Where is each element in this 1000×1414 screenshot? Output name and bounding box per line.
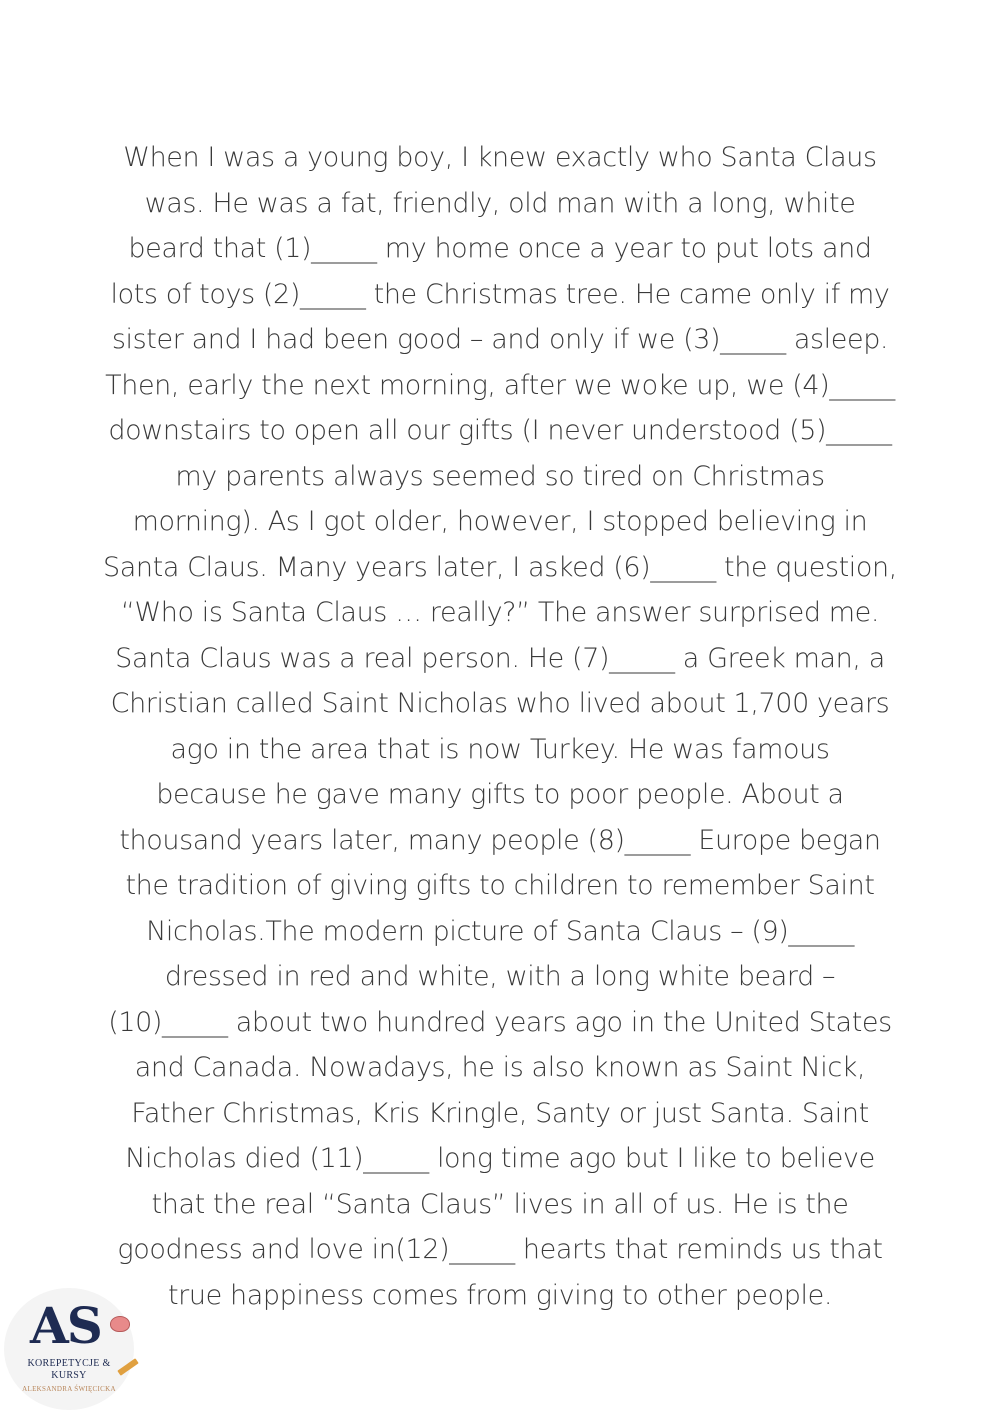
passage-line: When I was a young boy, I knew exactly who Santa Claus (123, 142, 877, 173)
passage-line: (10)_____ about two hundred years ago in the United States (108, 1006, 892, 1038)
passage-line: goodness and love in(12)_____ hearts that reminds us that (117, 1234, 883, 1265)
passage-line: morning). As I got older, however, I stopped believing in (132, 506, 868, 537)
passage-line: Father Christmas, Kris Kringle, Santy or just Santa. Saint (131, 1097, 869, 1129)
passage-line: the tradition of giving gifts to children to remember Saint (125, 870, 875, 901)
passage-line: Nicholas died (11)_____ long time ago but I like to believe (125, 1143, 875, 1174)
passage-line: downstairs to open all our gifts (I never understood (5)_____ (108, 415, 892, 446)
logo-initials: AS (30, 1296, 101, 1355)
logo-tagline: KOREPETYCJE & (27, 1358, 111, 1369)
passage-line: that the real “Santa Claus” lives in all of us. He is the (151, 1188, 849, 1220)
passage-line: Santa Claus was a real person. He (7)_____ a Greek man, a (115, 642, 885, 674)
passage-line: lots of toys (2)_____ the Christmas tree. He came only if my (110, 278, 890, 310)
passage-line: my parents always seemed so tired on Christmas (175, 460, 825, 492)
passage-line: Nicholas.The modern picture of Santa Claus – (9)_____ (146, 915, 854, 947)
passage-line: dressed in red and white, with a long white beard – (164, 961, 836, 992)
passage-line: true happiness comes from giving to other people. (168, 1279, 832, 1311)
brand-logo (4, 1288, 134, 1410)
passage-line: because he gave many gifts to poor people. About a (156, 779, 844, 810)
passage-text (60, 135, 940, 1318)
passage-line: Then, early the next morning, after we woke up, we (4)_____ (105, 369, 895, 401)
passage-line: thousand years later, many people (8)_____ Europe began (119, 824, 881, 856)
passage-line: beard that (1)_____ my home once a year to put lots and (128, 233, 872, 264)
passage-line: and Canada. Nowadays, he is also known as Saint Nick, (134, 1052, 866, 1083)
passage-line: was. He was a fat, friendly, old man with a long, white (144, 187, 856, 219)
passage-line: ago in the area that is now Turkey. He was famous (170, 733, 830, 765)
logo-tagline-2: KURSY (51, 1370, 87, 1381)
brain-icon (110, 1316, 130, 1332)
logo-author: ALEKSANDRA ŚWIĘCICKA (22, 1385, 116, 1393)
passage-line: Christian called Saint Nicholas who lived about 1,700 years (110, 688, 890, 719)
passage-line: sister and I had been good – and only if we (3)_____ asleep. (111, 324, 889, 355)
passage-line: “Who is Santa Claus … really?” The answer surprised me. (120, 597, 880, 628)
passage-line: Santa Claus. Many years later, I asked (6)_____ the question, (103, 551, 897, 583)
